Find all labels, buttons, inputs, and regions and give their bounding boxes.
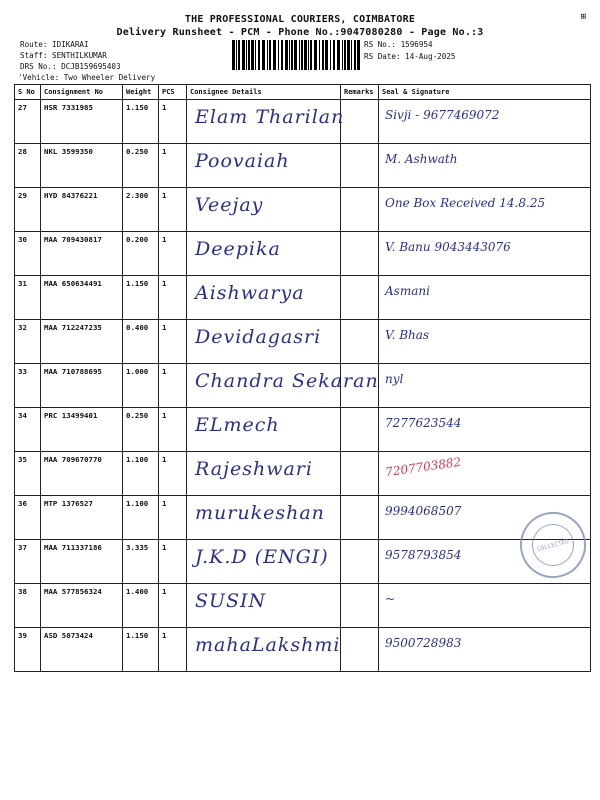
signature-handwriting: M. Ashwath	[385, 152, 458, 166]
consignee-cell	[187, 232, 341, 276]
consignee-cell	[187, 100, 345, 144]
barcode-bar	[238, 40, 240, 70]
consignee-cell	[187, 452, 341, 496]
signature-cell	[379, 408, 591, 452]
sno-cell: 31	[15, 276, 41, 320]
column-header-signature: Seal & Signature	[379, 85, 591, 100]
weight-cell: 3.335	[123, 540, 159, 584]
sno-cell: 33	[15, 364, 41, 408]
sno-cell: 39	[15, 628, 41, 672]
barcode-bar	[294, 40, 297, 70]
consignee-cell	[187, 320, 341, 364]
weight-cell: 1.150	[123, 628, 159, 672]
corner-mark-icon: ⊞	[580, 12, 586, 22]
barcode-bar	[344, 40, 346, 70]
sno-cell: 32	[15, 320, 41, 364]
consignee-handwriting: Veejay	[195, 194, 264, 216]
consignee-handwriting: ELmech	[195, 414, 280, 436]
vehicle-label: 'Vehicle: Two Wheeler Delivery	[18, 73, 156, 82]
barcode-bar	[236, 40, 237, 70]
consignment-cell: MAA 709670770	[41, 452, 123, 496]
pcs-cell: 1	[159, 276, 187, 320]
barcode-bar	[330, 40, 331, 70]
column-header-consignee: Consignee Details	[187, 85, 341, 100]
weight-cell: 1.150	[123, 276, 159, 320]
remarks-cell	[341, 452, 379, 496]
sno-cell: 28	[15, 144, 41, 188]
table-row	[15, 276, 591, 320]
signature-handwriting: nyl	[385, 372, 404, 386]
barcode-icon	[232, 40, 360, 70]
table-header-row	[15, 85, 591, 100]
sno-cell: 36	[15, 496, 41, 540]
pcs-cell: 1	[159, 496, 187, 540]
table-row	[15, 188, 591, 232]
barcode-bar	[308, 40, 309, 70]
consignee-cell	[187, 540, 341, 584]
signature-cell	[379, 452, 591, 496]
consignment-cell: PRC 13499401	[41, 408, 123, 452]
consignee-cell	[187, 276, 341, 320]
drs-number: DRS No.: DCJB159695403	[20, 62, 121, 71]
remarks-cell	[341, 232, 379, 276]
consignee-cell	[187, 496, 341, 540]
barcode-bar	[248, 40, 250, 70]
weight-cell: 2.300	[123, 188, 159, 232]
column-header-remarks: Remarks	[341, 85, 379, 100]
signature-handwriting: ~	[385, 592, 396, 606]
remarks-cell	[341, 276, 379, 320]
signature-handwriting: V. Bhas	[385, 328, 430, 342]
signature-cell	[379, 364, 591, 408]
pcs-cell: 1	[159, 364, 187, 408]
barcode-bar	[304, 40, 307, 70]
barcode-bar	[278, 40, 279, 70]
signature-handwriting: Sivji - 9677469072	[385, 108, 500, 122]
signature-handwriting: V. Banu 9043443076	[385, 240, 511, 254]
sno-cell: 27	[15, 100, 41, 144]
pcs-cell: 1	[159, 584, 187, 628]
barcode-bar	[262, 40, 265, 70]
consignee-handwriting: Devidagasri	[195, 326, 322, 348]
barcode-bar	[337, 40, 340, 70]
table-row	[15, 100, 591, 144]
column-header-consignment: Consignment No	[41, 85, 123, 100]
sno-cell: 35	[15, 452, 41, 496]
table-row	[15, 540, 591, 584]
barcode-bar	[347, 40, 350, 70]
weight-cell: 1.100	[123, 452, 159, 496]
sno-cell: 38	[15, 584, 41, 628]
pcs-cell: 1	[159, 232, 187, 276]
barcode-bar	[285, 40, 288, 70]
remarks-cell	[341, 188, 379, 232]
consignee-handwriting: Aishwarya	[195, 282, 305, 304]
signature-handwriting: 7207703882	[384, 454, 462, 480]
column-header-sno: S No	[15, 85, 41, 100]
table-row	[15, 496, 591, 540]
signature-handwriting: Asmani	[385, 284, 430, 298]
remarks-cell	[341, 144, 379, 188]
consignee-cell	[187, 364, 379, 408]
signature-handwriting: 9500728983	[385, 636, 462, 650]
remarks-cell	[341, 496, 379, 540]
signature-cell	[379, 320, 591, 364]
route-label: Route: IDIKARAI	[20, 40, 89, 49]
document-subtitle: Delivery Runsheet - PCM - Phone No.:9047080280 - Page No.:3	[116, 27, 484, 38]
weight-cell: 0.400	[123, 320, 159, 364]
pcs-cell: 1	[159, 452, 187, 496]
table-row	[15, 364, 591, 408]
barcode-bar	[281, 40, 283, 70]
remarks-cell	[341, 584, 379, 628]
weight-cell: 0.200	[123, 232, 159, 276]
runsheet-table	[14, 84, 591, 672]
consignment-cell: MAA 650634491	[41, 276, 123, 320]
signature-cell	[379, 628, 591, 672]
barcode-bar	[246, 40, 247, 70]
barcode-bar	[273, 40, 276, 70]
consignment-cell: MAA 712247235	[41, 320, 123, 364]
consignee-handwriting: murukeshan	[195, 502, 325, 524]
barcode-bar	[319, 40, 320, 70]
barcode-bar	[325, 40, 328, 70]
signature-cell	[379, 232, 591, 276]
consignee-cell	[187, 584, 341, 628]
pcs-cell: 1	[159, 628, 187, 672]
consignee-cell	[187, 628, 341, 672]
weight-cell: 0.250	[123, 144, 159, 188]
table-row	[15, 232, 591, 276]
pcs-cell: 1	[159, 188, 187, 232]
consignee-handwriting: Deepika	[195, 238, 281, 260]
table-row	[15, 584, 591, 628]
weight-cell: 1.150	[123, 100, 159, 144]
consignee-cell	[187, 144, 341, 188]
consignment-cell: MAA 711337186	[41, 540, 123, 584]
barcode-bar	[258, 40, 260, 70]
consignee-cell	[187, 408, 341, 452]
barcode-bar	[267, 40, 268, 70]
remarks-cell	[341, 628, 379, 672]
pcs-cell: 1	[159, 100, 187, 144]
consignment-cell: ASD 5073424	[41, 628, 123, 672]
consignee-handwriting: Rajeshwari	[195, 458, 313, 480]
pcs-cell: 1	[159, 540, 187, 584]
table-row	[15, 628, 591, 672]
signature-handwriting: One Box Received 14.8.25	[385, 196, 546, 210]
document-title: THE PROFESSIONAL COURIERS, COIMBATORE	[184, 14, 416, 25]
consignment-cell: NKL 3599350	[41, 144, 123, 188]
consignment-cell: HSR 7331985	[41, 100, 123, 144]
barcode-bar	[289, 40, 290, 70]
rs-number: RS No.: 1596954	[364, 40, 433, 49]
barcode-bar	[269, 40, 271, 70]
consignee-handwriting: SUSIN	[195, 590, 267, 612]
weight-cell: 1.000	[123, 364, 159, 408]
signature-handwriting: 9994068507	[385, 504, 462, 518]
barcode-bar	[333, 40, 335, 70]
barcode-bar	[310, 40, 312, 70]
consignment-cell: HYD 84376221	[41, 188, 123, 232]
stamp-text: COLLECTED	[527, 519, 578, 570]
sno-cell: 34	[15, 408, 41, 452]
table-row	[15, 408, 591, 452]
barcode-bar	[301, 40, 303, 70]
weight-cell: 1.400	[123, 584, 159, 628]
barcode-bar	[351, 40, 352, 70]
barcode-bar	[232, 40, 235, 70]
remarks-cell	[341, 100, 379, 144]
signature-cell	[379, 144, 591, 188]
pcs-cell: 1	[159, 320, 187, 364]
signature-handwriting: 7277623544	[385, 416, 462, 430]
consignee-handwriting: Poovaiah	[195, 150, 290, 172]
table-row	[15, 144, 591, 188]
barcode-bar	[354, 40, 356, 70]
barcode-bar	[251, 40, 254, 70]
consignee-handwriting: J.K.D (ENGI)	[195, 546, 329, 568]
consignment-cell: MAA 577856324	[41, 584, 123, 628]
signature-cell	[379, 100, 591, 144]
weight-cell: 0.250	[123, 408, 159, 452]
staff-label: Staff: SENTHILKUMAR	[20, 51, 107, 60]
signature-cell	[379, 276, 591, 320]
pcs-cell: 1	[159, 408, 187, 452]
barcode-bar	[342, 40, 343, 70]
pcs-cell: 1	[159, 144, 187, 188]
barcode-bar	[314, 40, 317, 70]
signature-cell	[379, 584, 591, 628]
weight-cell: 1.100	[123, 496, 159, 540]
sno-cell: 30	[15, 232, 41, 276]
sno-cell: 37	[15, 540, 41, 584]
consignment-cell: MAA 709430817	[41, 232, 123, 276]
barcode-bar	[322, 40, 324, 70]
rs-date: RS Date: 14-Aug-2025	[364, 52, 456, 61]
barcode-bar	[242, 40, 245, 70]
consignee-cell	[187, 188, 341, 232]
consignee-handwriting: mahaLakshmi	[195, 634, 341, 656]
consignee-handwriting: Chandra Sekaran	[195, 370, 379, 392]
signature-handwriting: 9578793854	[385, 548, 462, 562]
consignment-cell: MAA 710788695	[41, 364, 123, 408]
signature-cell	[379, 188, 591, 232]
consignee-handwriting: Elam Tharilan	[195, 106, 345, 128]
consignment-cell: MTP 1376527	[41, 496, 123, 540]
barcode-bar	[255, 40, 256, 70]
table-row	[15, 320, 591, 364]
remarks-cell	[341, 408, 379, 452]
remarks-cell	[341, 540, 379, 584]
barcode-bar	[357, 40, 360, 70]
sno-cell: 29	[15, 188, 41, 232]
table-row	[15, 452, 591, 496]
column-header-weight: Weight	[123, 85, 159, 100]
barcode-bar	[299, 40, 300, 70]
column-header-pcs: PCS	[159, 85, 187, 100]
remarks-cell	[341, 320, 379, 364]
barcode-bar	[291, 40, 293, 70]
